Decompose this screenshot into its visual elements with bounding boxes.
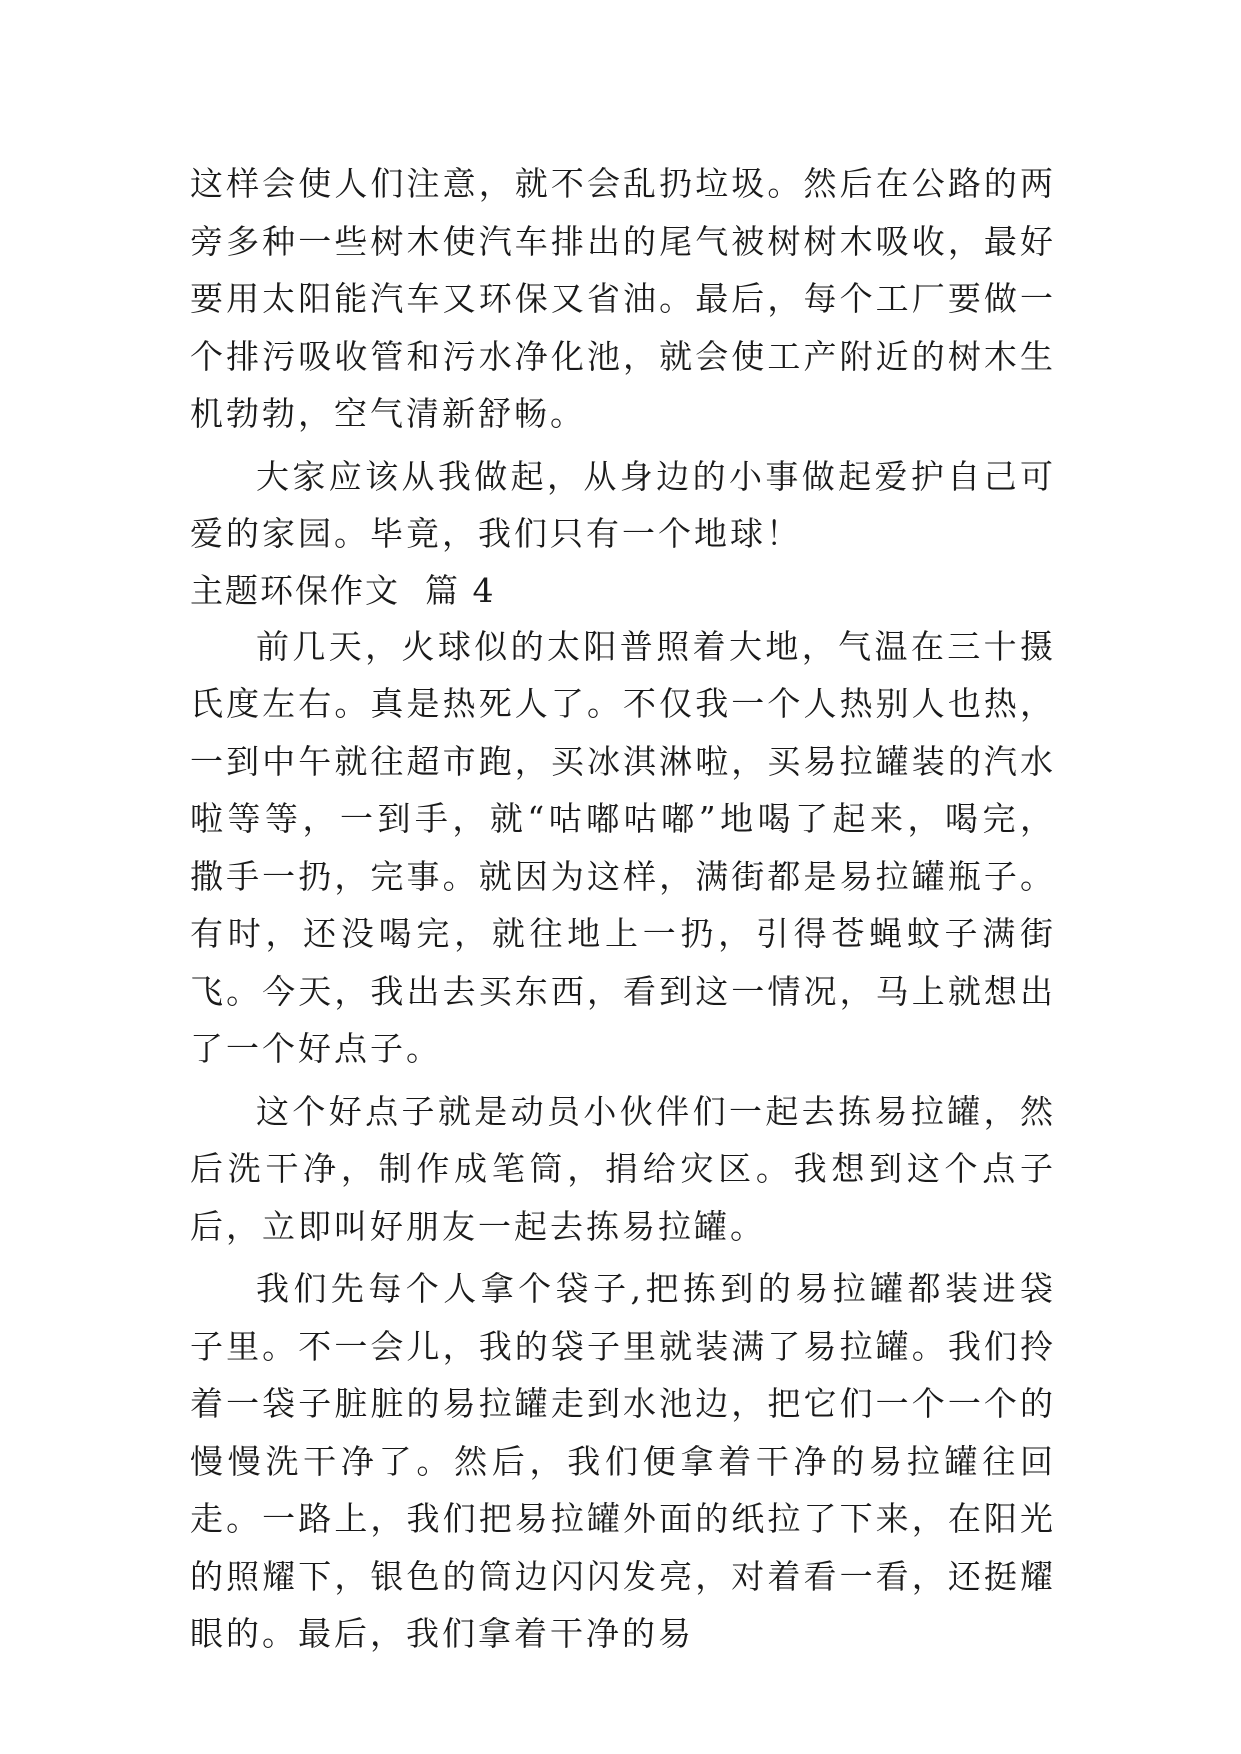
paragraph-3: 前几天，火球似的太阳普照着大地，气温在三十摄氏度左右。真是热死人了。不仅我一个人热别人也热，一到中午就往超市跑，买冰淇淋啦，买易拉罐装的汽水啦等等，一到手，就“咕嘟咕嘟”地喝了起来，喝完，撒手一扔，完事。就因为这样，满街都是易拉罐瓶子。有时，还没喝完，就往地上一扔，引得苍蝇蚊子满街飞。今天，我出去买东西，看到这一情况，马上就想出了一个好点子。 bbox=[190, 626, 1056, 1068]
paragraph-4: 这个好点子就是动员小伙伴们一起去拣易拉罐，然后洗干净，制作成笔筒，捐给灾区。我想到这个点子后，立即叫好朋友一起去拣易拉罐。 bbox=[190, 1091, 1056, 1246]
paragraph-1: 这样会使人们注意，就不会乱扔垃圾。然后在公路的两旁多种一些树木使汽车排出的尾气被树树木吸收，最好要用太阳能汽车又环保又省油。最后，每个工厂要做一个排污吸收管和污水净化池，就会使工产附近的树木生机勃勃，空气清新舒畅。 bbox=[190, 164, 1056, 433]
section-heading: 主题环保作文 篇 4 bbox=[190, 570, 496, 610]
paragraph-2: 大家应该从我做起，从身边的小事做起爱护自己可爱的家园。毕竟，我们只有一个地球！ bbox=[190, 456, 1056, 553]
paragraph-5: 我们先每个人拿个袋子,把拣到的易拉罐都装进袋子里。不一会儿，我的袋子里就装满了易拉罐。我们拎着一袋子脏脏的易拉罐走到水池边，把它们一个一个的慢慢洗干净了。然后，我们便拿着干净的易拉罐往回走。一路上，我们把易拉罐外面的纸拉了下来，在阳光的照耀下，银色的筒边闪闪发亮，对着看一看，还挺耀眼的。最后，我们拿着干净的易 bbox=[190, 1269, 1056, 1653]
document-body bbox=[190, 155, 1056, 1663]
